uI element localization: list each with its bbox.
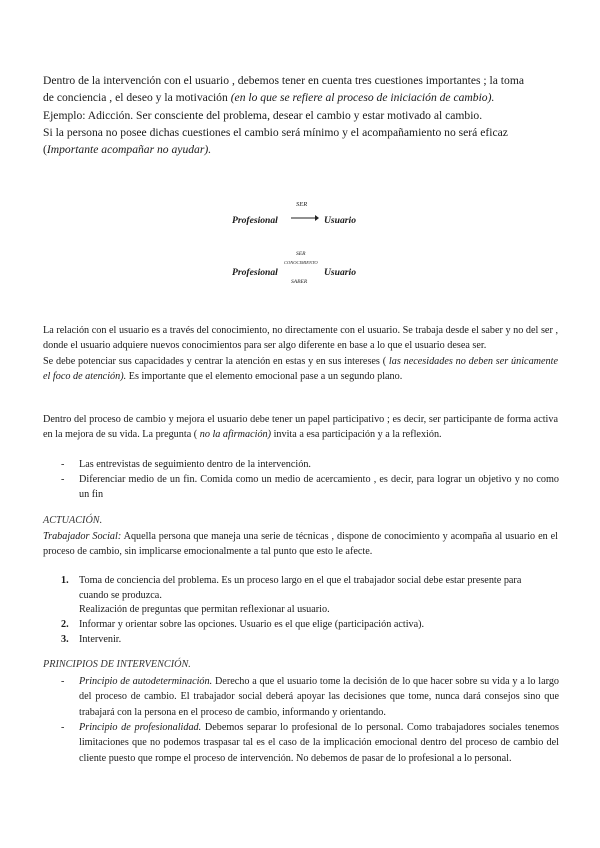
arrow-right-icon <box>291 213 319 223</box>
para2-text: Se debe potenciar sus capacidades y centrar la atención en estas y en sus intereses ( <box>43 355 389 367</box>
step-number: 2. <box>61 619 69 630</box>
diagram2-bottom-label: SABER <box>291 279 308 285</box>
step-number: 1. <box>61 575 69 586</box>
actuacion-heading: ACTUACIÓN. <box>43 515 103 526</box>
step-number: 3. <box>61 634 69 645</box>
bullet-item: Diferenciar medio de un fin. Comida como un medio de acercamiento , es decir, para lograr un objetivo y no como un fin <box>79 474 559 501</box>
intro-line-2 <box>43 89 563 106</box>
principio-text: Derecho a que el usuario tome la decisión de lo que hacer sobre su vida y a lo largo del proceso de cambio. El trabajador social deberá apoyar las decisiones que tome, nunca dará consejos sino que trabajará con la persona en el proceso de cambio, informando y orientando. <box>79 676 560 718</box>
diagram1-professional: Profesional <box>232 215 278 226</box>
intro-line-1: Dentro de la intervención con el usuario , debemos tener en cuenta tres cuestiones importantes ; la toma <box>43 74 524 87</box>
bullet-dash: - <box>61 676 65 687</box>
bullet-dash: - <box>61 474 65 485</box>
actuacion-definition-text: Aquella persona que maneja una serie de técnicas , dispone de conocimiento y acompaña al usuario en el proceso de cambio, sin implicarse emocionalmente a tal punto que esto le afecte. <box>43 531 558 558</box>
para3-tail: invita a esa participación y a la reflexión. <box>271 429 442 441</box>
bullet-item: Las entrevistas de seguimiento dentro de la intervención. <box>79 459 311 470</box>
principios-heading: PRINCIPIOS DE INTERVENCIÓN. <box>43 659 191 670</box>
diagram2-professional: Profesional <box>232 267 278 278</box>
para2-tail: Es importante que el elemento emocional pase a un segundo plano. <box>126 370 403 382</box>
para2 <box>43 354 558 385</box>
intro-line-4: Si la persona no posee dichas cuestiones el cambio será mínimo y el acompañamiento no será eficaz <box>43 125 508 139</box>
principio-term: Principio de autodeterminación. <box>79 676 213 687</box>
intro-line-5-open: ( <box>43 143 47 157</box>
diagram2-top-label: SER <box>296 251 306 257</box>
intro-line-5 <box>43 141 563 158</box>
step-3-text: Intervenir. <box>79 634 122 645</box>
actuacion-term: Trabajador Social: <box>43 531 122 542</box>
para3-italic: no la afirmación) <box>199 429 272 441</box>
para3 <box>43 412 558 443</box>
bullet-dash: - <box>61 722 65 733</box>
principio-term: Principio de profesionalidad. <box>79 722 202 733</box>
principio-text: Debemos separar lo profesional de lo personal. Como trabajadores sociales tenemos limitaciones que no podemos traspasar tal es el caso de la implicación emocional dentro del proceso de cambio del cliente puesto que rompe el proceso de intervención. No debemos de pasar de lo profesional a lo personal. <box>79 722 559 764</box>
intro-block <box>43 72 563 158</box>
principio-profesionalidad <box>79 720 559 766</box>
intro-line-2-italic: (en lo que se refiere al proceso de iniciación de cambio). <box>230 91 495 105</box>
bullet-dash: - <box>61 459 65 470</box>
intro-line-5-italic: Importante acompañar no ayudar). <box>46 143 212 157</box>
diagram1-arrow-label: SER <box>296 201 308 208</box>
step-2-text: Informar y orientar sobre las opciones. Usuario es el que elige (participación activa). <box>79 619 425 630</box>
para1-text: La relación con el usuario es a través del conocimiento, no directamente con el usuario. Se trabaja desde el saber y no del ser , donde el usuario adquiere nuevos conocimientos para ser algo diferente en base a lo que el usuario desea ser. <box>43 325 558 352</box>
diagram2-usuario: Usuario <box>324 267 356 278</box>
diagram1-usuario: Usuario <box>324 215 356 226</box>
step-1-text: Toma de conciencia del problema. Es un proceso largo en el que el trabajador social debe estar presente para cuando se produzca. <box>79 575 522 602</box>
intro-line-2-text: de conciencia , el deseo y la motivación <box>43 91 231 105</box>
principio-autodeterminacion <box>79 674 559 720</box>
step-1-extra: Realización de preguntas que permitan reflexionar al usuario. <box>79 604 330 615</box>
paragraph-proceso <box>43 412 558 443</box>
para2-italic: las necesidades no deben ser únicamente el foco de atención). <box>43 355 559 382</box>
paragraph-relacion <box>43 323 558 384</box>
para3-text: Dentro del proceso de cambio y mejora el usuario debe tener un papel participativo ; es decir, ser participante de forma activa en la mejora de su vida. La pregunta ( <box>43 414 558 441</box>
intro-line-3: Ejemplo: Adicción. Ser consciente del problema, desear el cambio y estar motivado al cambio. <box>43 108 483 122</box>
diagram2-mid-label: CONOCIMIENTO <box>284 260 318 265</box>
actuacion-definition <box>43 529 558 560</box>
